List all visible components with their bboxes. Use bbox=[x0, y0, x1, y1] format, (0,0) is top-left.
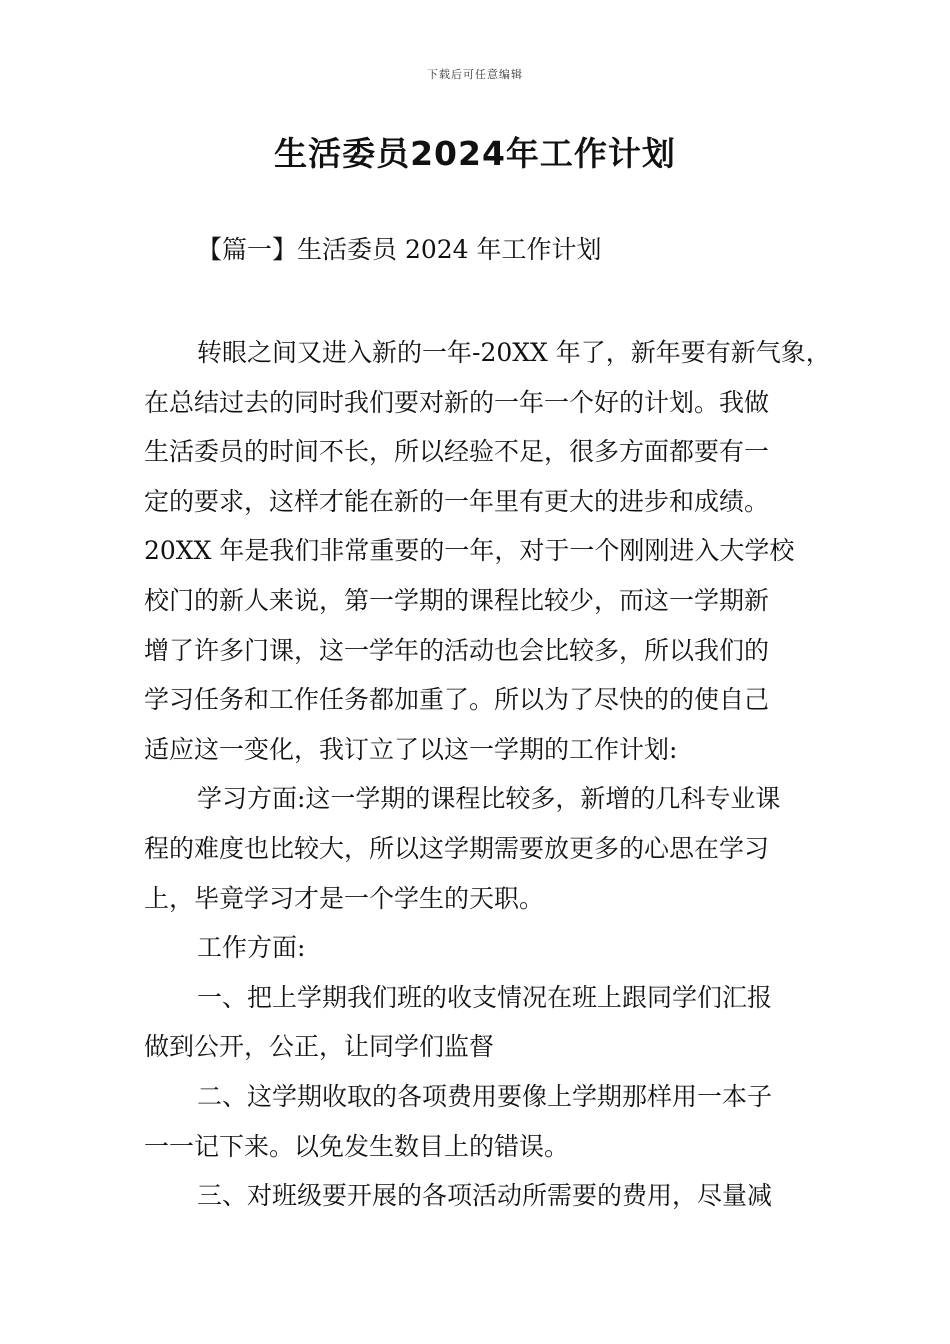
document-body bbox=[144, 328, 831, 1221]
body-line: 程的难度也比较大，所以这学期需要放更多的心思在学习 bbox=[144, 833, 770, 863]
body-line: 增了许多门课，这一学年的活动也会比较多，所以我们的 bbox=[144, 635, 770, 665]
body-line: 学习任务和工作任务都加重了。所以为了尽快的的使自己 bbox=[144, 685, 770, 715]
body-line: 学习方面:这一学期的课程比较多，新增的几科专业课 bbox=[197, 784, 781, 814]
body-line: 一、把上学期我们班的收支情况在班上跟同学们汇报 bbox=[197, 982, 773, 1012]
section-heading: 【篇一】生活委员 2024 年工作计划 bbox=[197, 235, 602, 264]
body-line: 校门的新人来说，第一学期的课程比较少，而这一学期新 bbox=[144, 585, 770, 615]
body-line: 二、这学期收取的各项费用要像上学期那样用一本子 bbox=[197, 1081, 773, 1111]
body-line: 20XX 年是我们非常重要的一年，对于一个刚刚进入大学校 bbox=[144, 536, 795, 566]
body-line: 三、对班级要开展的各项活动所需要的费用，尽量减 bbox=[197, 1181, 773, 1211]
body-line: 定的要求，这样才能在新的一年里有更大的进步和成绩。 bbox=[144, 486, 770, 516]
document-title: 生活委员2024年工作计划 bbox=[274, 134, 676, 173]
body-line: 适应这一变化，我订立了以这一学期的工作计划: bbox=[144, 734, 678, 764]
body-line: 在总结过去的同时我们要对新的一年一个好的计划。我做 bbox=[144, 387, 770, 417]
body-line: 工作方面: bbox=[197, 933, 306, 963]
body-line: 做到公开，公正，让同学们监督 bbox=[144, 1032, 495, 1062]
body-line: 转眼之间又进入新的一年-20XX 年了，新年要有新气象， bbox=[197, 338, 831, 367]
body-line: 上，毕竟学习才是一个学生的天职。 bbox=[144, 883, 545, 913]
body-line: 生活委员的时间不长，所以经验不足，很多方面都要有一 bbox=[144, 437, 770, 467]
header-note: 下载后可任意编辑 bbox=[427, 68, 523, 81]
body-line: 一一记下来。以免发生数目上的错误。 bbox=[144, 1131, 570, 1161]
